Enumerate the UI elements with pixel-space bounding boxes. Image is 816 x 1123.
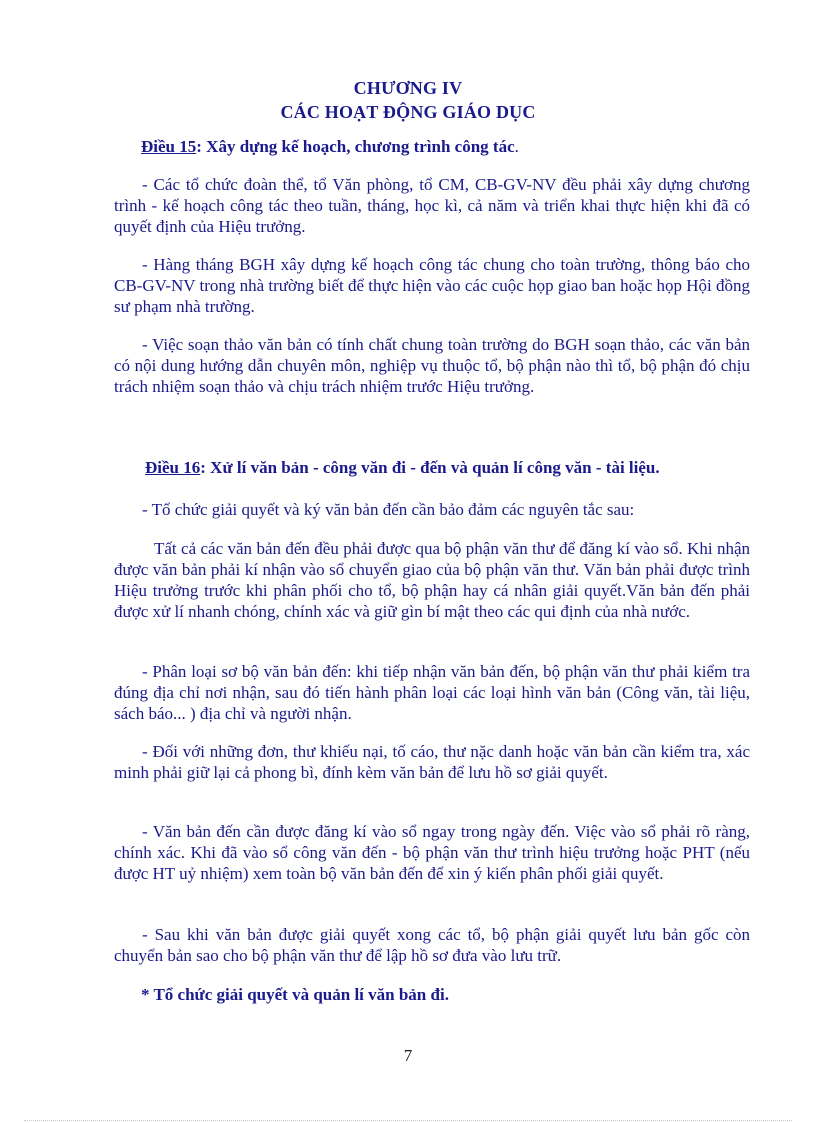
article-15-heading	[141, 136, 519, 158]
article-16-paragraph-2: Tất cả các văn bản đến đều phải được qua bộ phận văn thư để đăng kí vào sổ. Khi nhận được văn bản phải kí nhận vào sổ chuyển giao của bộ phận văn thư. Văn bản phải được trình Hiệu trưởng trước khi phân phối cho tổ, bộ phận hay cá nhân giải quyết.Văn bản đến phải được xử lí nhanh chóng, chính xác và giữ gìn bí mật theo các qui định của nhà nước.	[114, 539, 750, 621]
article-16-paragraph-1: - Tổ chức giải quyết và ký văn bản đến cần bảo đảm các nguyên tắc sau:	[142, 500, 635, 519]
article-16-paragraph-3: - Phân loại sơ bộ văn bản đến: khi tiếp nhận văn bản đến, bộ phận văn thư phải kiểm tra đúng địa chỉ nơi nhận, sau đó tiến hành phân loại các loại hình văn bản (Công văn, tài liệu, sách báo... ) địa chỉ và người nhận.	[114, 662, 750, 723]
article-16-paragraph-6: - Sau khi văn bản được giải quyết xong các tổ, bộ phận giải quyết lưu bản gốc còn chuyển bản sao cho bộ phận văn thư để lập hồ sơ đưa vào lưu trữ.	[114, 925, 750, 965]
article-16-heading	[145, 457, 660, 479]
chapter-title: CÁC HOẠT ĐỘNG GIÁO DỤC	[280, 102, 536, 122]
article-15-paragraph-3: - Việc soạn thảo văn bản có tính chất chung toàn trường do BGH soạn thảo, các văn bản có nội dung hướng dẫn chuyên môn, nghiệp vụ thuộc tổ, bộ phận nào thì tổ, bộ phận đó chịu trách nhiệm soạn thảo và chịu trách nhiệm trước Hiệu trưởng.	[114, 335, 750, 396]
chapter-heading	[0, 76, 816, 124]
chapter-number: CHƯƠNG IV	[353, 78, 463, 98]
outgoing-documents-heading: * Tổ chức giải quyết và quản lí văn bản đi.	[141, 985, 449, 1004]
page-bottom-divider	[24, 1120, 792, 1121]
article-15-number: Điều 15	[141, 137, 197, 156]
article-16-title: : Xử lí văn bản - công văn đi - đến và quản lí công văn - tài liệu.	[200, 458, 660, 477]
article-15-period: .	[514, 137, 519, 156]
article-15-paragraph-2: - Hàng tháng BGH xây dựng kế hoạch công tác chung cho toàn trường, thông báo cho CB-GV-NV trong nhà trường biết để thực hiện vào các cuộc họp giao ban hoặc họp Hội đồng sư phạm nhà trường.	[114, 255, 750, 316]
article-15-title: : Xây dựng kế hoạch, chương trình công tác	[196, 137, 515, 156]
article-15-paragraph-1: - Các tổ chức đoàn thể, tổ Văn phòng, tổ CM, CB-GV-NV đều phải xây dựng chương trình - kế hoạch công tác theo tuần, tháng, học kì, cả năm và triển khai thực hiện khi đã có quyết định của Hiệu trưởng.	[114, 175, 750, 236]
article-16-paragraph-4: - Đối với những đơn, thư khiếu nại, tố cáo, thư nặc danh hoặc văn bản cần kiểm tra, xác minh phải giữ lại cả phong bì, đính kèm văn bản để lưu hồ sơ giải quyết.	[114, 742, 750, 782]
article-16-number: Điều 16	[145, 458, 201, 477]
article-16-paragraph-5: - Văn bản đến cần được đăng kí vào sổ ngay trong ngày đến. Việc vào sổ phải rõ ràng, chính xác. Khi đã vào sổ công văn đến - bộ phận văn thư trình hiệu trưởng hoặc PHT (nếu được HT uỷ nhiệm) xem toàn bộ văn bản đến để xin ý kiến phân phối giải quyết.	[114, 822, 750, 883]
page-number: 7	[403, 1046, 413, 1065]
